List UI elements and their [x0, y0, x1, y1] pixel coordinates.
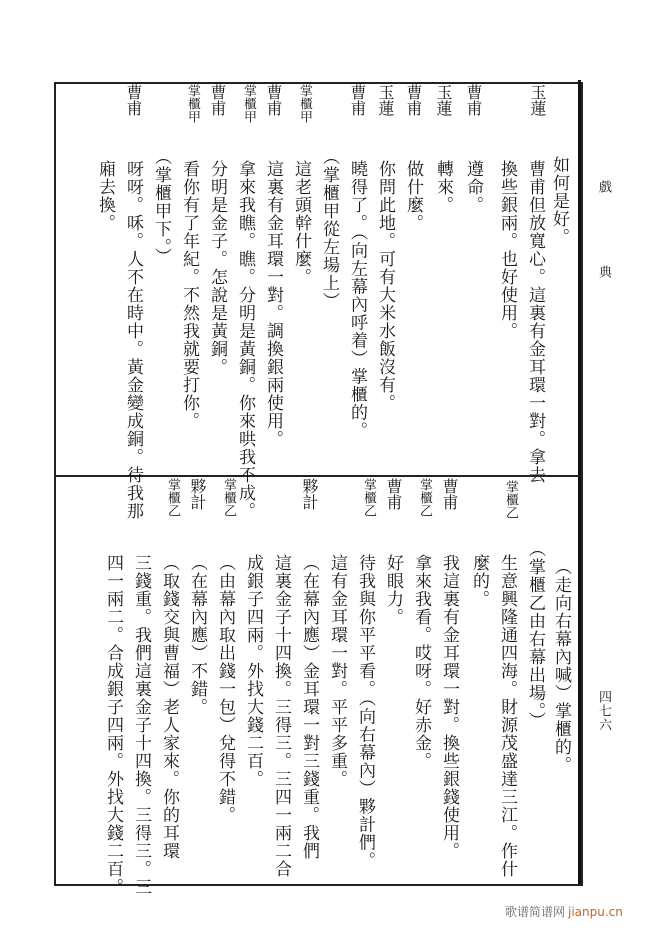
dialogue-line: 看你有了年紀。不然我就要打你。	[179, 160, 199, 430]
dialogue-line: 拿來我瞧。瞧。分明是黃銅。你來哄我不成。	[235, 160, 255, 520]
speaker-label: 曹甫	[208, 84, 227, 116]
speaker-label: 曹甫	[348, 84, 367, 116]
dialogue-line: 轉來。	[433, 160, 453, 214]
dialogue-line: 廂去換。	[95, 160, 115, 232]
dialogue-line: 做什麼。	[403, 160, 423, 232]
dialogue-line: （由幕內取出錢一包）兌得不錯。	[215, 554, 235, 824]
speaker-label: 曹甫	[440, 478, 459, 510]
watermark-domain: jianpu.cn	[568, 905, 623, 919]
page-number: 四七六	[596, 690, 611, 732]
speaker-label: 曹甫	[404, 84, 423, 116]
dialogue-line: 好眼力。	[383, 554, 403, 626]
dialogue-line: 四一兩二。合成銀子四兩。外找大錢二百。	[103, 554, 123, 896]
dialogue-line: 這老頭幹什麼。	[291, 160, 311, 286]
bottom-panel	[56, 478, 576, 896]
dialogue-line: （取錢交與曹福）老人家來。你的耳環	[159, 554, 179, 860]
speaker-label: 掌櫃乙	[361, 478, 376, 517]
frame-right-rule	[578, 80, 581, 884]
speaker-label: 玉蓮	[434, 84, 453, 116]
speaker-label: 玉蓮	[376, 84, 395, 116]
watermark-site-name: 歌谱简谱网	[505, 905, 566, 919]
dialogue-line: 這裏有金耳環一對。調換銀兩使用。	[263, 160, 283, 448]
speaker-label: 掌櫃乙	[417, 478, 432, 517]
dialogue-line: 我這裏有金耳環一對。換些銀錢使用。	[439, 554, 459, 860]
dialogue-line: 換些銀兩。也好使用。	[497, 160, 517, 340]
speaker-label: 掌櫃乙	[221, 478, 236, 517]
speaker-label: 曹甫	[464, 84, 483, 116]
dialogue-line: 生意興隆通四海。財源茂盛達三江。作什	[497, 554, 517, 878]
speaker-label: 夥計	[188, 478, 207, 510]
dialogue-line: 你問此地。可有大米水飯沒有。	[375, 160, 395, 412]
dialogue-line: 三錢重。我們這裏金子十四換。三得三。三	[131, 554, 151, 896]
speaker-label: 掌櫃乙	[165, 478, 180, 517]
stage-direction: （掌櫃甲從左場上）	[319, 148, 339, 310]
dialogue-line: 遵命。	[463, 160, 483, 214]
book-title-bottom: 典	[596, 265, 611, 278]
speaker-label: 曹甫	[124, 84, 143, 116]
speaker-label: 掌櫃甲	[185, 84, 200, 123]
stage-direction: （掌櫃乙由右幕出場。）	[525, 540, 545, 730]
stage-direction: （掌櫃甲下。）	[151, 148, 171, 266]
book-title-top: 戲	[596, 180, 611, 193]
dialogue-line: 麼的。	[469, 554, 489, 608]
dialogue-line: 曹甫但放寬心。這裏有金耳環一對。拿去	[525, 160, 545, 484]
speaker-label: 夥計	[300, 478, 319, 510]
dialogue-line: 這裏金子十四換。三得三。三四一兩二合	[271, 554, 291, 878]
stage-direction: （走向右幕內喊）掌櫃的。	[551, 558, 571, 774]
dialogue-line: 如何是好。	[549, 156, 569, 246]
dialogue-line: （在幕內應）金耳環一對三錢重。我們	[299, 554, 319, 860]
speaker-label: 曹甫	[384, 478, 403, 510]
dialogue-line: 拿來我看。哎呀。好赤金。	[411, 554, 431, 770]
dialogue-line: 曉得了。（向左幕內呼着）掌櫃的。	[347, 160, 367, 440]
dialogue-line: 呀呀。咊。人不在時中。黃金變成銅。待我那	[123, 160, 143, 520]
speaker-label: 掌櫃乙	[503, 480, 518, 519]
dialogue-line: 成銀子四兩。外找大錢二百。	[243, 554, 263, 788]
speaker-label: 掌櫃甲	[297, 84, 312, 123]
speaker-label: 掌櫃甲	[241, 84, 256, 123]
dialogue-line: 分明是金子。怎說是黃銅。	[207, 160, 227, 376]
speaker-label: 曹甫	[264, 84, 283, 116]
speaker-label: 玉蓮	[528, 84, 547, 116]
dialogue-line: 這有金耳環一對。平平多重。	[327, 554, 347, 788]
dialogue-line: （在幕內應）不錯。	[187, 554, 207, 716]
dialogue-line: 待我與你平平看。（向右幕內）夥計們。	[355, 554, 375, 870]
watermark	[505, 903, 623, 920]
